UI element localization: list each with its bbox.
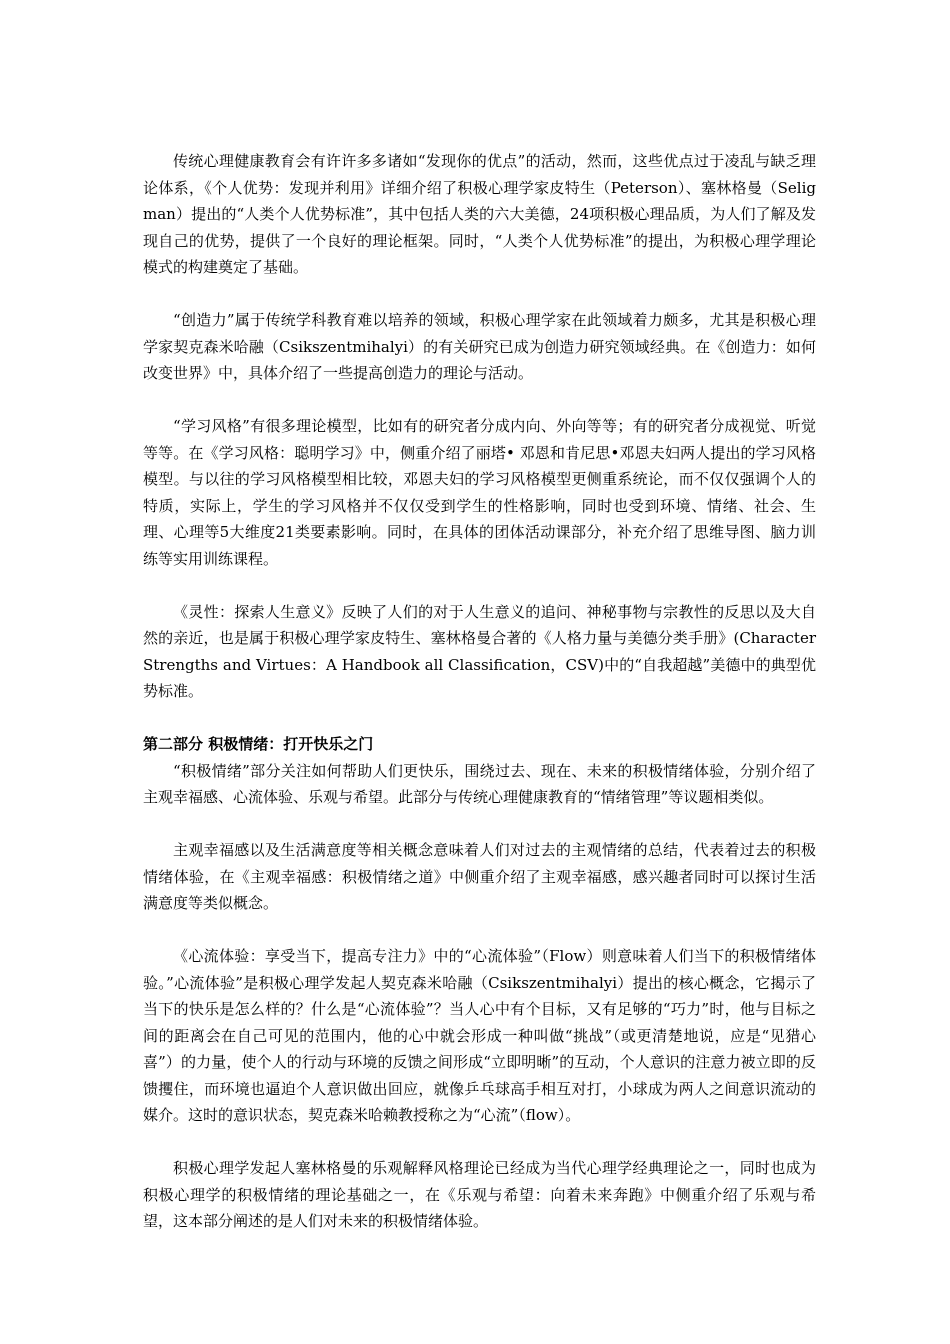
paragraph-spirituality: 《灵性：探索人生意义》反映了人们的对于人生意义的追问、神秘事物与宗教性的反思以及大自然的亲近，也是属于积极心理学家皮特生、塞林格曼合著的《人格力量与美德分类手册》(Character Strengths and Virtues：A Handbook all Classification，CSV)中的“自我超越”美德中的典型优势标准。 bbox=[143, 602, 816, 700]
paragraph-subjective-wellbeing: 主观幸福感以及生活满意度等相关概念意味着人们对过去的主观情绪的总结，代表着过去的积极情绪体验，在《主观幸福感：积极情绪之道》中侧重介绍了主观幸福感，感兴趣者同时可以探讨生活满意度等类似概念。 bbox=[143, 841, 816, 912]
paragraph-strengths: 传统心理健康教育会有许许多多诸如“发现你的优点”的活动，然而，这些优点过于凌乱与缺乏理论体系，《个人优势：发现并利用》详细介绍了积极心理学家皮特生（Peterson）、塞林格曼（Seligman）提出的“人类个人优势标准”，其中包括人类的六大美德，24项积极心理品质，为人们了解及发现自己的优势，提供了一个良好的理论框架。同时，“人类个人优势标准”的提出，为积极心理学理论模式的构建奠定了基础。 bbox=[143, 152, 816, 276]
paragraph-learning-style: “学习风格”有很多理论模型，比如有的研究者分成内向、外向等等；有的研究者分成视觉、听觉等等。在《学习风格：聪明学习》中，侧重介绍了丽塔• 邓恩和肯尼思•邓恩夫妇两人提出的学习风格模型。与以往的学习风格模型相比较，邓恩夫妇的学习风格模型更侧重系统论，而不仅仅强调个人的特质，实际上，学生的学习风格并不仅仅受到学生的性格影响，同时也受到环境、情绪、社会、生理、心理等5大维度21类要素影响。同时，在具体的团体活动课部分，补充介绍了思维导图、脑力训练等实用训练课程。 bbox=[143, 417, 816, 568]
document-page bbox=[143, 148, 816, 1261]
paragraph-positive-emotion: “积极情绪”部分关注如何帮助人们更快乐，围绕过去、现在、未来的积极情绪体验，分别介绍了主观幸福感、心流体验、乐观与希望。此部分与传统心理健康教育的“情绪管理”等议题相类似。 bbox=[143, 761, 816, 806]
paragraph-optimism: 积极心理学发起人塞林格曼的乐观解释风格理论已经成为当代心理学经典理论之一，同时也成为积极心理学的积极情绪的理论基础之一，在《乐观与希望：向着未来奔跑》中侧重介绍了乐观与希望，这本部分阐述的是人们对未来的积极情绪体验。 bbox=[143, 1159, 816, 1230]
section-heading: 第二部分 积极情绪：打开快乐之门 bbox=[143, 735, 374, 753]
paragraph-creativity: “创造力”属于传统学科教育难以培养的领域，积极心理学家在此领域着力颇多，尤其是积极心理学家契克森米哈融（Csikszentmihalyi）的有关研究已成为创造力研究领域经典。在《创造力：如何改变世界》中，具体介绍了一些提高创造力的理论与活动。 bbox=[143, 311, 816, 382]
paragraph-flow: 《心流体验：享受当下，提高专注力》中的“心流体验”（Flow）则意味着人们当下的积极情绪体验。”心流体验”是积极心理学发起人契克森米哈融（Csikszentmihalyi）提出的核心概念，它揭示了当下的快乐是怎么样的？什么是“心流体验”？当人心中有个目标，又有足够的“巧力”时，他与目标之间的距离会在自己可见的范围内，他的心中就会形成一种叫做“挑战”（或更清楚地说，应是“见猎心喜”）的力量，使个人的行动与环境的反馈之间形成“立即明晰”的互动，个人意识的注意力被立即的反馈攫住，而环境也逼迫个人意识做出回应，就像乒乓球高手相互对打，小球成为两人之间意识流动的媒介。这时的意识状态，契克森米哈赖教授称之为“心流”（flow）。 bbox=[143, 947, 816, 1124]
